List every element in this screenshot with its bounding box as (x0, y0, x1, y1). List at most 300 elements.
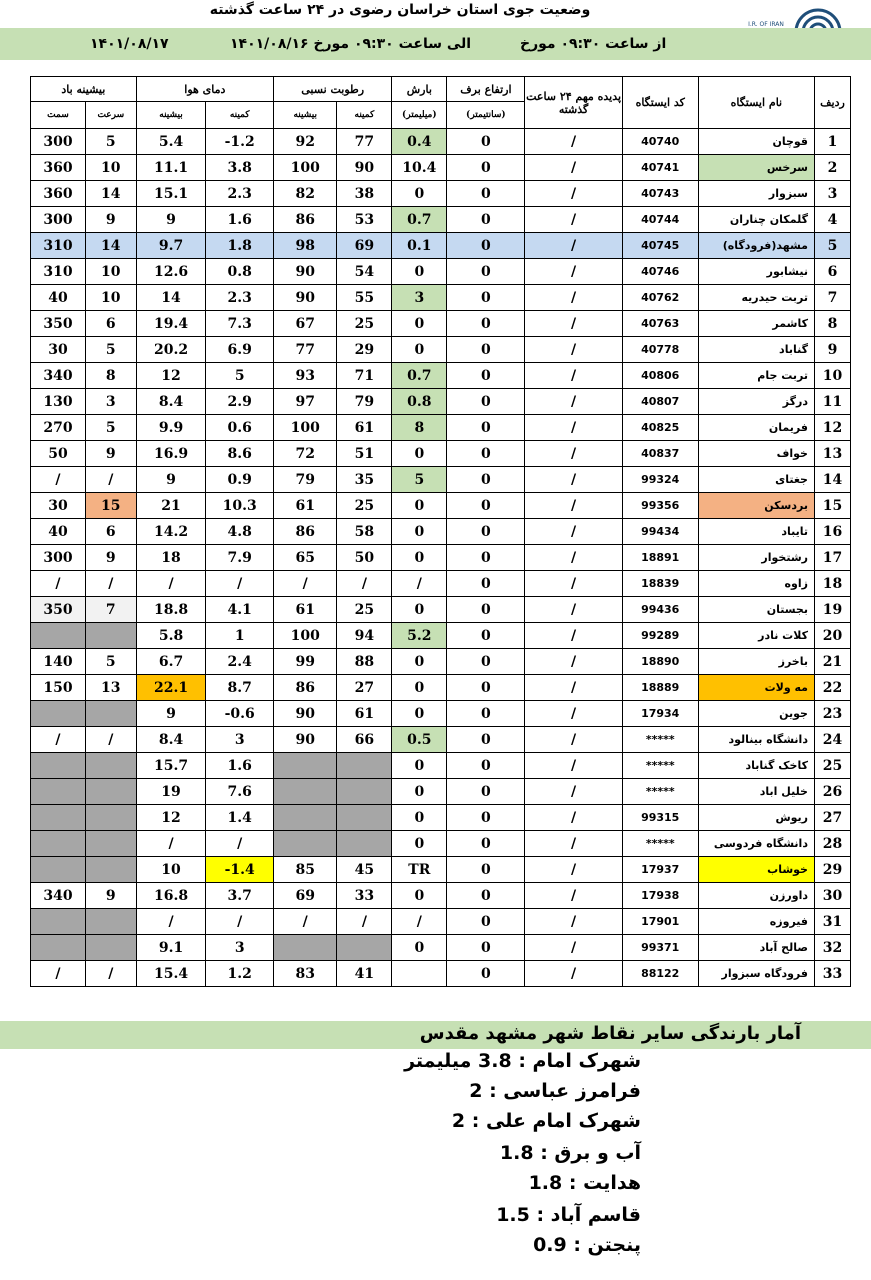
cell-wd: 50 (31, 441, 86, 467)
cell-tmax: 9 (136, 467, 206, 493)
cell-tmax: 20.2 (136, 337, 206, 363)
cell-rain: 0 (392, 831, 447, 857)
cell-ws: 5 (85, 337, 136, 363)
cell-name: کاخک گناباد (698, 753, 814, 779)
cell-ph: / (525, 311, 622, 337)
cell-tmin: 0.6 (206, 415, 274, 441)
cell-ws: 15 (85, 493, 136, 519)
table-row (31, 935, 851, 961)
cell-hmax: / (274, 571, 337, 597)
cell-rain: 0 (392, 753, 447, 779)
rain-stat-item: شهرک امام علی : 2 (451, 1110, 641, 1132)
cell-n: 19 (814, 597, 850, 623)
cell-tmin: 8.7 (206, 675, 274, 701)
cell-code: 18891 (622, 545, 698, 571)
logo-line1: I.R. OF IRAN (748, 21, 784, 28)
cell-hmin (337, 805, 392, 831)
cell-tmin: 1.6 (206, 753, 274, 779)
cell-hmax: 100 (274, 415, 337, 441)
cell-hmin: 25 (337, 311, 392, 337)
cell-ws: 6 (85, 519, 136, 545)
cell-rain: 5 (392, 467, 447, 493)
cell-code: 99315 (622, 805, 698, 831)
cell-snow: 0 (447, 415, 525, 441)
cell-code: ***** (622, 779, 698, 805)
cell-ws: 5 (85, 415, 136, 441)
cell-hmax (274, 805, 337, 831)
cell-hmin: 35 (337, 467, 392, 493)
cell-tmin: 4.1 (206, 597, 274, 623)
wind-header: بیشینه باد (31, 77, 137, 102)
cell-name: جوین (698, 701, 814, 727)
cell-hmax: 83 (274, 961, 337, 987)
cell-rain: / (392, 571, 447, 597)
cell-name: تربت حیدریه (698, 285, 814, 311)
cell-rain: 0 (392, 935, 447, 961)
cell-tmax: 21 (136, 493, 206, 519)
cell-rain: TR (392, 857, 447, 883)
cell-name: دانشگاه فردوسی (698, 831, 814, 857)
cell-rain: 5.2 (392, 623, 447, 649)
cell-hmin: 50 (337, 545, 392, 571)
cell-tmin: 2.9 (206, 389, 274, 415)
cell-hmin: 33 (337, 883, 392, 909)
cell-code: 40806 (622, 363, 698, 389)
table-row (31, 571, 851, 597)
cell-rain: 0 (392, 441, 447, 467)
cell-code: 17937 (622, 857, 698, 883)
cell-hmax: 69 (274, 883, 337, 909)
cell-hmin (337, 831, 392, 857)
cell-hmax: 86 (274, 675, 337, 701)
cell-tmax: 8.4 (136, 727, 206, 753)
cell-hmax (274, 935, 337, 961)
cell-hmax: 65 (274, 545, 337, 571)
table-row (31, 675, 851, 701)
table-row (31, 831, 851, 857)
table-row (31, 233, 851, 259)
cell-snow: 0 (447, 883, 525, 909)
cell-n: 4 (814, 207, 850, 233)
cell-n: 11 (814, 389, 850, 415)
cell-rain: 0 (392, 519, 447, 545)
weather-table (30, 76, 851, 987)
cell-code: 99434 (622, 519, 698, 545)
cell-wd (31, 857, 86, 883)
humidity-max-header: بیشینه (274, 102, 337, 129)
cell-ph: / (525, 597, 622, 623)
cell-ph: / (525, 935, 622, 961)
cell-hmax: 79 (274, 467, 337, 493)
cell-snow: 0 (447, 155, 525, 181)
cell-ph: / (525, 389, 622, 415)
cell-name: تایباد (698, 519, 814, 545)
cell-ph: / (525, 857, 622, 883)
cell-hmin (337, 779, 392, 805)
cell-n: 10 (814, 363, 850, 389)
cell-ws (85, 623, 136, 649)
cell-wd: 350 (31, 597, 86, 623)
cell-ph: / (525, 545, 622, 571)
cell-hmin: 25 (337, 493, 392, 519)
cell-ph: / (525, 467, 622, 493)
cell-hmax: 93 (274, 363, 337, 389)
cell-tmin: 1.4 (206, 805, 274, 831)
cell-name: تربت جام (698, 363, 814, 389)
cell-tmin: 1.2 (206, 961, 274, 987)
cell-n: 31 (814, 909, 850, 935)
table-row (31, 597, 851, 623)
humidity-header: رطوبت نسبی (274, 77, 392, 102)
table-row (31, 701, 851, 727)
humidity-min-header: کمینه (337, 102, 392, 129)
cell-tmax: 16.9 (136, 441, 206, 467)
table-row (31, 493, 851, 519)
cell-code: 99371 (622, 935, 698, 961)
cell-tmax: / (136, 571, 206, 597)
cell-rain: 0 (392, 675, 447, 701)
cell-n: 33 (814, 961, 850, 987)
cell-snow: 0 (447, 779, 525, 805)
temp-min-header: کمینه (206, 102, 274, 129)
cell-name: داورزن (698, 883, 814, 909)
cell-wd: 300 (31, 545, 86, 571)
cell-hmin: 90 (337, 155, 392, 181)
cell-hmin: 61 (337, 415, 392, 441)
cell-rain: 0.1 (392, 233, 447, 259)
cell-hmax: 90 (274, 285, 337, 311)
cell-code: 40743 (622, 181, 698, 207)
cell-tmax: 19.4 (136, 311, 206, 337)
cell-code: 40744 (622, 207, 698, 233)
cell-rain: 0 (392, 805, 447, 831)
cell-ph: / (525, 259, 622, 285)
cell-ph: / (525, 181, 622, 207)
cell-snow: 0 (447, 337, 525, 363)
cell-wd: 310 (31, 259, 86, 285)
cell-code: 99289 (622, 623, 698, 649)
cell-rain: 0 (392, 337, 447, 363)
cell-tmax: 14 (136, 285, 206, 311)
cell-wd: 40 (31, 285, 86, 311)
cell-snow: 0 (447, 545, 525, 571)
cell-ph: / (525, 701, 622, 727)
cell-tmax: 15.4 (136, 961, 206, 987)
table-row (31, 285, 851, 311)
cell-n: 22 (814, 675, 850, 701)
cell-hmax: 97 (274, 389, 337, 415)
cell-snow: 0 (447, 571, 525, 597)
cell-wd (31, 935, 86, 961)
cell-snow: 0 (447, 181, 525, 207)
cell-n: 6 (814, 259, 850, 285)
cell-n: 29 (814, 857, 850, 883)
footer-heading: آمار بارندگی سایر نقاط شهر مشهد مقدس (419, 1023, 801, 1044)
cell-wd (31, 753, 86, 779)
cell-hmax: 100 (274, 623, 337, 649)
cell-tmin: 7.6 (206, 779, 274, 805)
cell-rain: 3 (392, 285, 447, 311)
cell-wd: / (31, 467, 86, 493)
cell-tmin: 1.6 (206, 207, 274, 233)
cell-ph: / (525, 129, 622, 155)
cell-wd (31, 779, 86, 805)
cell-ws: 7 (85, 597, 136, 623)
cell-rain: 0.7 (392, 207, 447, 233)
cell-code: ***** (622, 727, 698, 753)
cell-snow: 0 (447, 701, 525, 727)
cell-n: 5 (814, 233, 850, 259)
cell-tmin: 1.8 (206, 233, 274, 259)
table-row (31, 727, 851, 753)
cell-n: 15 (814, 493, 850, 519)
end-date: ۱۴۰۱/۰۸/۱۷ (90, 36, 169, 52)
cell-tmin: 10.3 (206, 493, 274, 519)
cell-ph: / (525, 805, 622, 831)
cell-rain: 0 (392, 545, 447, 571)
cell-ph: / (525, 337, 622, 363)
cell-hmin: 66 (337, 727, 392, 753)
cell-ws: 5 (85, 129, 136, 155)
cell-tmin: -0.6 (206, 701, 274, 727)
cell-snow: 0 (447, 961, 525, 987)
cell-hmin: 53 (337, 207, 392, 233)
table-row (31, 623, 851, 649)
cell-hmin: 61 (337, 701, 392, 727)
cell-n: 17 (814, 545, 850, 571)
cell-rain: 0 (392, 701, 447, 727)
cell-n: 7 (814, 285, 850, 311)
name-header: نام ایستگاه (698, 77, 814, 129)
cell-hmax (274, 831, 337, 857)
cell-hmax: 61 (274, 597, 337, 623)
cell-rain: 0 (392, 779, 447, 805)
cell-tmax: 10 (136, 857, 206, 883)
cell-code: 18889 (622, 675, 698, 701)
cell-hmin: 25 (337, 597, 392, 623)
cell-ph: / (525, 623, 622, 649)
table-row (31, 545, 851, 571)
cell-code: 18839 (622, 571, 698, 597)
table-row (31, 259, 851, 285)
cell-snow: 0 (447, 285, 525, 311)
cell-hmax: 86 (274, 207, 337, 233)
table-row (31, 857, 851, 883)
table-row (31, 649, 851, 675)
cell-ws: / (85, 467, 136, 493)
cell-wd (31, 909, 86, 935)
cell-name: باخرز (698, 649, 814, 675)
cell-wd: 140 (31, 649, 86, 675)
cell-name: گلمکان چناران (698, 207, 814, 233)
cell-ph: / (525, 571, 622, 597)
period-range: ۱۴۰۱/۰۸/۱۶ الی ساعت ۰۹:۳۰ مورخ (230, 36, 472, 52)
cell-rain: 0 (392, 883, 447, 909)
table-row (31, 519, 851, 545)
cell-n: 2 (814, 155, 850, 181)
cell-ph: / (525, 207, 622, 233)
cell-code: 99324 (622, 467, 698, 493)
cell-wd: 40 (31, 519, 86, 545)
cell-ph: / (525, 675, 622, 701)
cell-name: گناباد (698, 337, 814, 363)
cell-ws (85, 779, 136, 805)
cell-ph: / (525, 415, 622, 441)
cell-snow: 0 (447, 831, 525, 857)
cell-hmin: 27 (337, 675, 392, 701)
cell-n: 30 (814, 883, 850, 909)
cell-hmax: 90 (274, 701, 337, 727)
cell-ws: 9 (85, 545, 136, 571)
cell-snow: 0 (447, 857, 525, 883)
cell-name: مشهد(فرودگاه) (698, 233, 814, 259)
cell-ph: / (525, 363, 622, 389)
table-row (31, 181, 851, 207)
cell-snow: 0 (447, 935, 525, 961)
cell-name: فریمان (698, 415, 814, 441)
cell-rain: 0.5 (392, 727, 447, 753)
table-row (31, 441, 851, 467)
cell-wd: 340 (31, 363, 86, 389)
cell-hmax: 77 (274, 337, 337, 363)
cell-tmin: -1.4 (206, 857, 274, 883)
cell-hmax: 90 (274, 259, 337, 285)
cell-hmin: 69 (337, 233, 392, 259)
cell-n: 14 (814, 467, 850, 493)
cell-code: 40825 (622, 415, 698, 441)
cell-name: بجستان (698, 597, 814, 623)
row-header: ردیف (814, 77, 850, 129)
cell-ws (85, 935, 136, 961)
cell-name: درگز (698, 389, 814, 415)
cell-code: 40807 (622, 389, 698, 415)
cell-ph: / (525, 727, 622, 753)
cell-code: 17901 (622, 909, 698, 935)
cell-tmin: 0.9 (206, 467, 274, 493)
cell-n: 1 (814, 129, 850, 155)
cell-name: رشتخوار (698, 545, 814, 571)
cell-tmin: / (206, 571, 274, 597)
table-row (31, 363, 851, 389)
snow-header: ارتفاع برف (447, 77, 525, 102)
cell-code: 17938 (622, 883, 698, 909)
cell-name: زاوه (698, 571, 814, 597)
table-row (31, 389, 851, 415)
cell-code: 40837 (622, 441, 698, 467)
table-row (31, 883, 851, 909)
cell-name: دانشگاه بینالود (698, 727, 814, 753)
cell-ph: / (525, 961, 622, 987)
cell-hmax: 90 (274, 727, 337, 753)
cell-hmax: 67 (274, 311, 337, 337)
cell-hmin: 94 (337, 623, 392, 649)
cell-tmax: 18.8 (136, 597, 206, 623)
table-row (31, 805, 851, 831)
cell-wd (31, 623, 86, 649)
cell-snow: 0 (447, 363, 525, 389)
cell-rain (392, 961, 447, 987)
cell-wd: 310 (31, 233, 86, 259)
cell-ws (85, 857, 136, 883)
cell-snow: 0 (447, 805, 525, 831)
cell-tmin: 3 (206, 935, 274, 961)
cell-ws (85, 805, 136, 831)
cell-code: 40778 (622, 337, 698, 363)
cell-name: جغتای (698, 467, 814, 493)
cell-rain: / (392, 909, 447, 935)
cell-ws (85, 701, 136, 727)
cell-tmin: 3 (206, 727, 274, 753)
cell-wd (31, 805, 86, 831)
cell-hmax: / (274, 909, 337, 935)
cell-n: 9 (814, 337, 850, 363)
cell-n: 13 (814, 441, 850, 467)
cell-tmin: / (206, 909, 274, 935)
cell-tmax: 18 (136, 545, 206, 571)
cell-n: 32 (814, 935, 850, 961)
rain-header: بارش (392, 77, 447, 102)
cell-tmin: 2.3 (206, 181, 274, 207)
cell-hmax: 85 (274, 857, 337, 883)
cell-ws: 8 (85, 363, 136, 389)
cell-tmax: 9 (136, 701, 206, 727)
cell-hmax: 100 (274, 155, 337, 181)
cell-tmin: 4.8 (206, 519, 274, 545)
cell-ws: 9 (85, 207, 136, 233)
cell-tmax: 15.7 (136, 753, 206, 779)
rain-stat-item: هدایت : 1.8 (528, 1172, 641, 1194)
cell-tmax: 9.1 (136, 935, 206, 961)
cell-ph: / (525, 909, 622, 935)
cell-hmin: 58 (337, 519, 392, 545)
cell-code: 40763 (622, 311, 698, 337)
cell-n: 21 (814, 649, 850, 675)
cell-wd: 360 (31, 155, 86, 181)
cell-snow: 0 (447, 467, 525, 493)
rain-stat-item: قاسم آباد : 1.5 (496, 1204, 641, 1226)
cell-tmax: 8.4 (136, 389, 206, 415)
cell-snow: 0 (447, 727, 525, 753)
cell-hmin (337, 753, 392, 779)
cell-snow: 0 (447, 675, 525, 701)
cell-snow: 0 (447, 389, 525, 415)
cell-tmin: / (206, 831, 274, 857)
cell-name: نیشابور (698, 259, 814, 285)
cell-snow: 0 (447, 519, 525, 545)
cell-hmax: 82 (274, 181, 337, 207)
cell-snow: 0 (447, 597, 525, 623)
cell-ph: / (525, 155, 622, 181)
temperature-header: دمای هوا (136, 77, 273, 102)
cell-ph: / (525, 753, 622, 779)
cell-hmin: 41 (337, 961, 392, 987)
cell-hmax: 98 (274, 233, 337, 259)
cell-rain: 0.4 (392, 129, 447, 155)
cell-wd (31, 701, 86, 727)
cell-tmin: 7.9 (206, 545, 274, 571)
cell-wd: 350 (31, 311, 86, 337)
temp-max-header: بیشینه (136, 102, 206, 129)
page-title: وضعیت جوی استان خراسان رضوی در ۲۴ ساعت گذشته (209, 2, 591, 18)
cell-name: مه ولات (698, 675, 814, 701)
cell-name: خواف (698, 441, 814, 467)
cell-n: 16 (814, 519, 850, 545)
cell-tmax: 22.1 (136, 675, 206, 701)
cell-rain: 0.8 (392, 389, 447, 415)
cell-ws: 13 (85, 675, 136, 701)
cell-hmax: 99 (274, 649, 337, 675)
cell-ph: / (525, 831, 622, 857)
